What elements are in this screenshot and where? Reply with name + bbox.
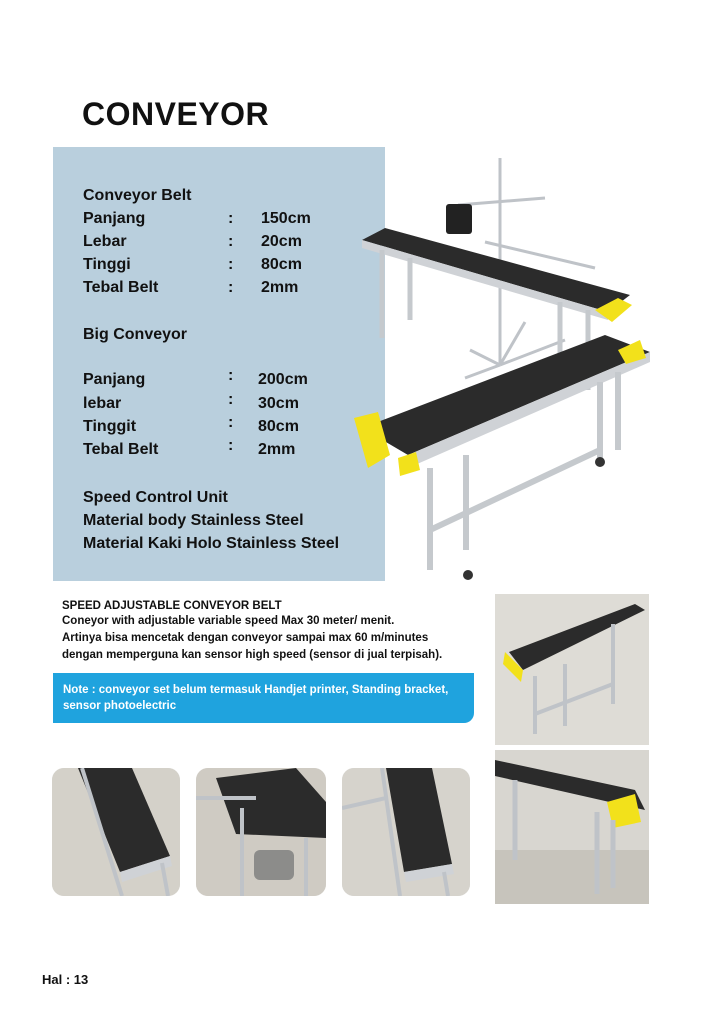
note-banner	[53, 673, 474, 723]
spec-value: 80cm	[258, 418, 299, 435]
feature-item: Material Kaki Holo Stainless Steel	[83, 535, 340, 552]
description-line: Coneyor with adjustable variable speed Max 30 meter/ menit.	[62, 615, 395, 627]
note-text: Note : conveyor set belum termasuk Handjet printer, Standing bracket, sensor photoelectric	[63, 684, 449, 712]
feature-item: Material body Stainless Steel	[83, 512, 304, 529]
product-photo	[495, 750, 649, 904]
product-photo	[495, 594, 649, 745]
spec-label: lebar	[83, 395, 122, 412]
page-title: CONVEYOR	[82, 96, 270, 132]
spec-separator: :	[228, 414, 234, 431]
spec-value: 2mm	[261, 279, 299, 296]
spec-label: Panjang	[83, 210, 146, 227]
spec-separator: :	[228, 437, 234, 454]
conveyor-hero-image	[350, 150, 665, 590]
description-line: Artinya bisa mencetak dengan conveyor sampai max 60 m/minutes	[62, 632, 429, 644]
spec-separator: :	[228, 256, 234, 273]
spec-separator: :	[228, 367, 234, 384]
spec-value: 2mm	[258, 441, 296, 458]
spec-label: Panjang	[83, 371, 146, 388]
spec-separator: :	[228, 233, 234, 250]
spec-label: Lebar	[83, 233, 127, 250]
spec-value: 150cm	[261, 210, 311, 227]
description-title: SPEED ADJUSTABLE CONVEYOR BELT	[62, 600, 282, 612]
product-photo	[196, 768, 326, 896]
spec-separator: :	[228, 210, 234, 227]
spec-value: 20cm	[261, 233, 302, 250]
conveyor-belt-heading: Conveyor Belt	[83, 187, 192, 204]
big-conveyor	[354, 335, 650, 580]
product-photo	[52, 768, 180, 896]
description-line: dengan memperguna kan sensor high speed (sensor di jual terpisah).	[62, 649, 443, 661]
spec-label: Tinggi	[83, 256, 131, 273]
spec-label: Tebal Belt	[83, 279, 159, 296]
spec-label: Tebal Belt	[83, 441, 159, 458]
handjet-printer-shape	[446, 204, 472, 234]
product-photo	[342, 768, 470, 896]
spec-separator: :	[228, 279, 234, 296]
spec-value: 200cm	[258, 371, 308, 388]
spec-value: 80cm	[261, 256, 302, 273]
big-conveyor-heading: Big Conveyor	[83, 326, 188, 343]
page-number: Hal : 13	[42, 972, 89, 987]
spec-separator: :	[228, 391, 234, 408]
feature-item: Speed Control Unit	[83, 489, 228, 506]
spec-label: Tinggit	[83, 418, 137, 435]
spec-value: 30cm	[258, 395, 299, 412]
